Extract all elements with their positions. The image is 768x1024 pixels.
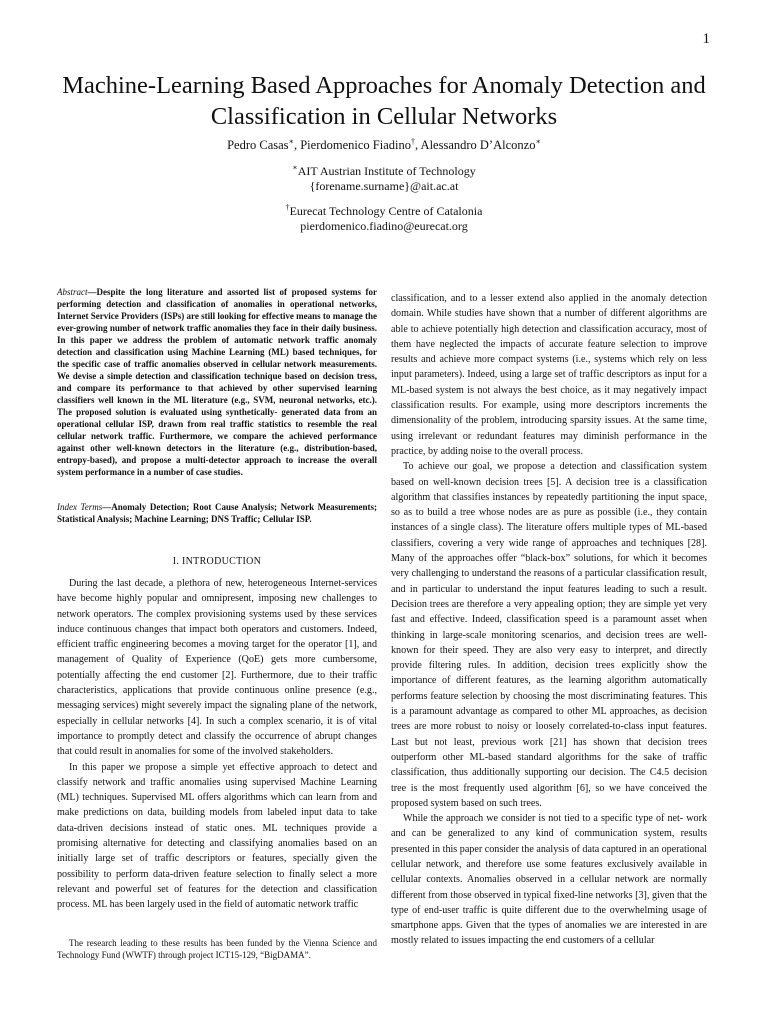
index-terms-text: —Anomaly Detection; Root Cause Analysis; Network Measurements; Statistical Analysis; Machine Learning; DNS Traffic; Cellular ISP. <box>57 502 377 524</box>
page-number: 1 <box>702 31 710 47</box>
footnote-text: The research leading to these results has been funded by the Vienna Science and Technology Fund (WWTF) through project ICT15-129, “BigDAMA”. <box>57 938 377 960</box>
author-separator: , <box>293 138 301 152</box>
paragraph: classification, and to a lesser extend also applied in the anomaly detection domain. While studies have shown that a number of different algorithms are able to achieve potentially high detection and classification accuracy, most of them have neglected the impacts of accurate feature selection to improve results and achieve more compact systems (i.e., systems which rely on less input parameters). Indeed, using a large set of traffic descriptors as input for a ML-based system is not always the best choice, as it may negatively impact classification results. For example, using more descriptors increments the dimensionality of the problem, introducing sparsity issues. At the same time, using irrelevant or redundant features may diminish performance in the practice, by adding noise to the overall process. <box>391 293 707 457</box>
section-heading: I. INTRODUCTION <box>172 556 262 567</box>
affiliation-email: pierdomenico.fiadino@eurecat.org <box>300 219 468 233</box>
affiliation-mark: ∗ <box>535 137 541 146</box>
author-list <box>0 138 768 153</box>
affiliation-mark: † <box>410 137 415 146</box>
footnote <box>57 938 377 961</box>
left-column-body <box>57 576 377 913</box>
paragraph: While the approach we consider is not tied to a specific type of net- work and can be generalized to any kind of communication system, results presented in this paper consider the analysis of data captured in an operational cellular network, and therefore use some features exclusively available in cellular contexts. Anomalies observed in a cellular network are normally different from those observed in typical fixed-line networks [3], given that the type of end-user traffic is quite different due to the overwhelming usage of smartphone apps. Given that the types of anomalies we are interested in are mostly related to issues impacting the end customers of a cellular <box>391 813 707 947</box>
abstract-text: —Despite the long literature and assorted list of proposed systems for performing detection and classification of anomalies in operational networks, Internet Service Providers (ISPs) are still looking for effective means to manage the ever-growing number of network traffic anomalies they face in their daily business. In this paper we address the problem of automatic network traffic anomaly detection and classification using Machine Learning (ML) based techniques, for the specific case of traffic anomalies observed in cellular network measurements. We devise a simple detection and classification technique based on decision tress, and compare its performance to that achieved by other supervised learning classifiers well known in the ML literature (e.g., SVM, neuronal networks, etc.). The proposed solution is evaluated using synthetically- generated data from an operational cellular ISP, drawn from real traffic statistics to resemble the real cellular network traffic. Furthermore, we compare the achieved performance against other well-known detectors in the literature (e.g., distribution-based, entropy-based), and propose a multi-detector approach to increase the overall system performance in a number of case studies. <box>57 287 377 477</box>
paragraph: During the last decade, a plethora of new, heterogeneous Internet-services have become highly popular and omnipresent, imposing new challenges to network operators. The complex provisioning systems used by these services induce continuous changes that impact both operators and customers. Indeed, efficient traffic engineering becomes a moving target for the operator [1], and management of Quality of Experience (QoE) gets more cumbersome, potentially affecting the end customer [2]. Furthermore, due to their traffic characteristics, applications that provide continuous online presence (e.g., messaging services) might severely impact the signaling plane of the network, especially in cellular networks [4]. In such a complex scenario, it is of vital importance to promptly detect and classify the occurrence of abrupt changes that could result in anomalies for some of the involved stakeholders. <box>57 578 377 758</box>
index-terms-label: Index Terms <box>57 502 103 512</box>
affiliation-mark: † <box>285 203 290 212</box>
affiliation-name: Eurecat Technology Centre of Catalonia <box>289 204 483 218</box>
abstract <box>57 286 377 478</box>
affiliation-block <box>0 164 768 194</box>
index-terms <box>57 501 377 525</box>
affiliation-mark: ∗ <box>288 137 294 146</box>
author-name: Pedro Casas <box>227 138 289 152</box>
paragraph: In this paper we propose a simple yet effective approach to detect and classify network and traffic anomalies using supervised Machine Learning (ML) techniques. Supervised ML offers algorithms which can learn from and make predictions on data, building models from labeled input data to take data-driven decisions instead of static ones. ML techniques provide a promising alternative for detecting and classifying anomalies based on an initially large set of traffic descriptors or features, specially given the possibility to perform data-driven feature selection to finally select a more relevant and powerful set of features for the detection and classification process. ML has been largely used in the field of automatic network traffic <box>57 761 377 911</box>
affiliation-email: {forename.surname}@ait.ac.at <box>309 179 459 193</box>
affiliation-block <box>0 204 768 234</box>
author-separator: , <box>414 138 421 152</box>
affiliation-name: AIT Austrian Institute of Technology <box>297 164 476 178</box>
paragraph: To achieve our goal, we propose a detection and classification system based on well-known decision trees [5]. A decision tree is a classification algorithm that classifies instances by repeatedly partitioning the input space, so as to build a tree whose nodes are as pure as possible (i.e., they contain instances of a single class). The literature offers multiple types of ML-based classifiers, covering a very wide range of approaches and techniques [28]. Many of the approaches offer “black-box” solutions, for which it becomes very challenging to understand the reasons of a particular classification result, and in particular to understand the input features leading to such a result. Decision trees are therefore a very appealing option; they are simple yet very fast and effective. Indeed, classification speed is a paramount asset when thinking in large-scale monitoring scenarios, and decision trees are well-known for their speed. They are also very easy to interpret, and directly provide filtering rules. In addition, decision trees explicitly show the importance of different features, as the learning algorithm automatically performs feature selection by choosing the most discriminating features. This is a paramount advantage as compared to other ML approaches, as decision trees are more robust to noisy or loosely correlated-to-class input features. Last but not least, previous work [21] has shown that decision trees outperform other ML-based standard algorithms for the sake of traffic classification, thus additionally supporting our decision. The C4.5 decision tree is the most frequently used algorithm [6], so we have conceived the proposed system based on such trees. <box>391 461 707 809</box>
author-name: Alessandro D’Alconzo <box>420 138 536 152</box>
abstract-label: Abstract <box>57 287 88 297</box>
paper-title: Machine-Learning Based Approaches for Anomaly Detection and Classification in Cellular Networks <box>62 72 706 130</box>
author-name: Pierdomenico Fiadino <box>300 138 411 152</box>
right-column-body <box>391 291 707 949</box>
affiliation-mark: ∗ <box>292 163 298 172</box>
